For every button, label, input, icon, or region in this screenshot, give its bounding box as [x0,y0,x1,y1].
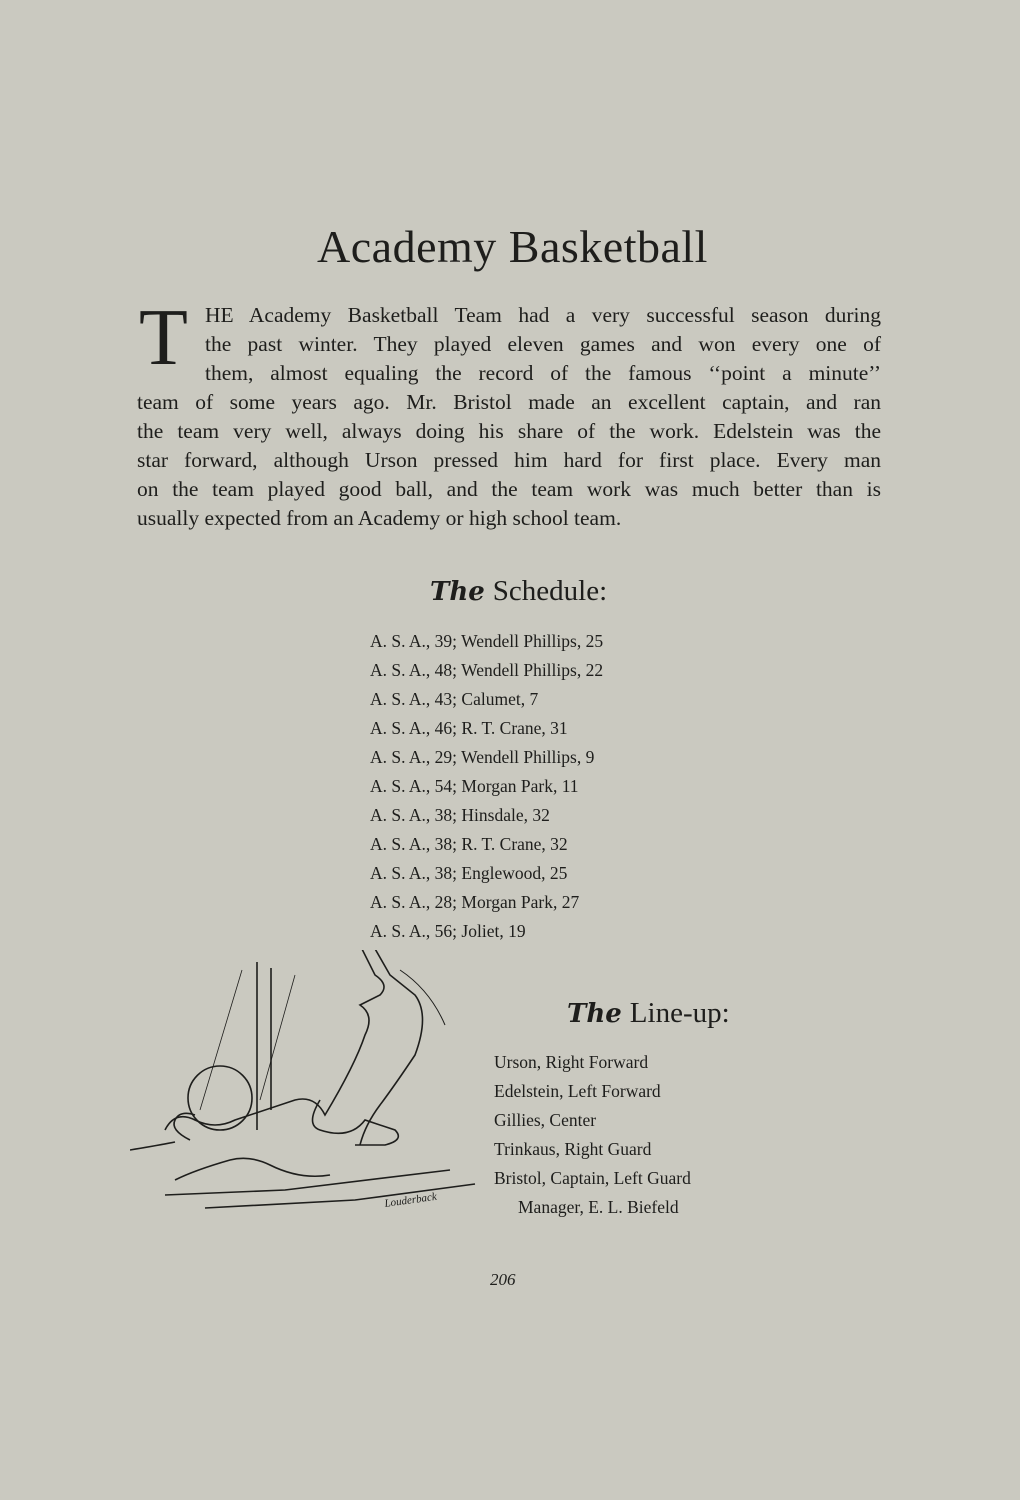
schedule-item: A. S. A., 38; R. T. Crane, 32 [370,834,568,854]
paragraph-line: the past winter. They played eleven games and won every one of [205,332,881,356]
schedule-heading [430,575,607,608]
lineup-manager: Manager, E. L. Biefeld [518,1197,679,1217]
schedule-item: A. S. A., 43; Calumet, 7 [370,689,539,709]
basketball-player-illustration [130,950,480,1220]
schedule-item: A. S. A., 39; Wendell Phillips, 25 [370,631,604,651]
page-title: Academy Basketball [317,221,708,272]
lineup-item: Urson, Right Forward [494,1052,649,1072]
schedule-item: A. S. A., 48; Wendell Phillips, 22 [370,660,604,680]
paragraph-line: the team very well, always doing his share of the work. Edelstein was the [137,419,881,443]
lineup-heading [567,997,730,1030]
page-number: 206 [490,1270,516,1289]
lineup-item: Edelstein, Left Forward [494,1081,661,1101]
schedule-item: A. S. A., 46; R. T. Crane, 31 [370,718,568,738]
paragraph-line: star forward, although Urson pressed him hard for first place. Every man [137,448,881,472]
paragraph-line: usually expected from an Academy or high school team. [137,506,622,530]
illustrator-signature: Louderback [383,1190,438,1210]
paragraph-line: team of some years ago. Mr. Bristol made an excellent captain, and ran [137,390,881,414]
heading-prefix: The [430,577,485,607]
schedule-item: A. S. A., 38; Englewood, 25 [370,863,568,883]
schedule-item: A. S. A., 56; Joliet, 19 [370,921,526,941]
lineup-item: Trinkaus, Right Guard [494,1139,652,1159]
heading-text: Line-up: [629,997,730,1029]
heading-prefix: The [567,999,622,1029]
lineup-item: Bristol, Captain, Left Guard [494,1168,691,1188]
drop-cap: T [139,294,188,382]
schedule-item: A. S. A., 38; Hinsdale, 32 [370,805,550,825]
heading-text: Schedule: [492,575,608,607]
paragraph-line: HE Academy Basketball Team had a very successful season during [205,303,881,327]
schedule-item: A. S. A., 54; Morgan Park, 11 [370,776,579,796]
schedule-item: A. S. A., 29; Wendell Phillips, 9 [370,747,595,767]
paragraph-line: them, almost equaling the record of the famous ‘‘point a minute’’ [205,361,881,385]
schedule-item: A. S. A., 28; Morgan Park, 27 [370,892,580,912]
lineup-item: Gillies, Center [494,1110,597,1130]
paragraph-line: on the team played good ball, and the team work was much better than is [137,477,881,501]
